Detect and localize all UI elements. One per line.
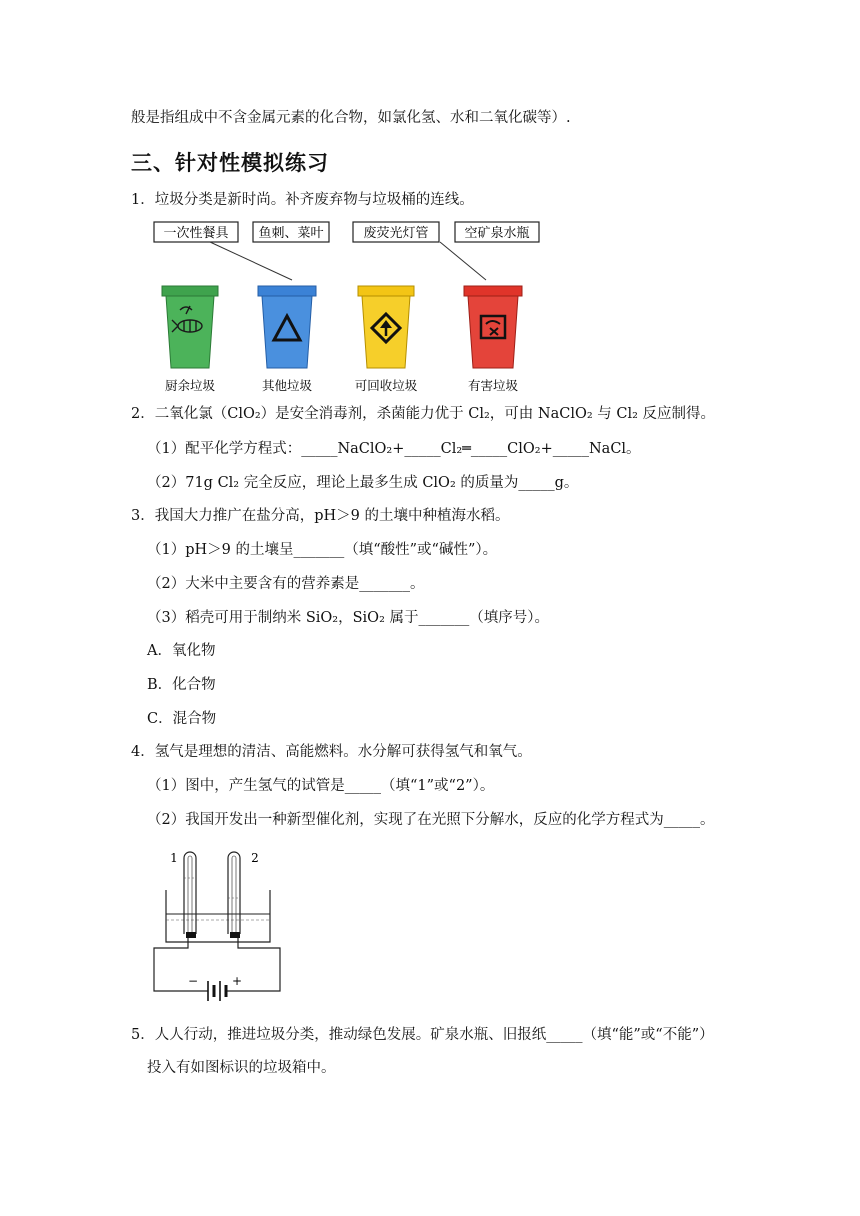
waste-item-label: 一次性餐具 (163, 226, 229, 241)
bin-kitchen-waste (162, 286, 218, 393)
waste-item-box (253, 222, 329, 242)
electrode-2 (230, 932, 240, 938)
q5-line1: 5．人人行动，推进垃圾分类，推动绿色发展。矿泉水瓶、旧报纸_____（填“能”或“不能”） (131, 1027, 714, 1043)
tube-label-1: 1 (170, 851, 178, 865)
q3-part3: （3）稻壳可用于制纳米 SiO₂，SiO₂ 属于_______（填序号）。 (147, 610, 549, 626)
positive-terminal-label: + (232, 974, 243, 988)
test-tube-1 (184, 852, 196, 934)
q5-line2: 投入有如图标识的垃圾箱中。 (147, 1060, 336, 1076)
q2-part1: （1）配平化学方程式：_____NaClO₂+_____Cl₂═_____ClO₂+_____NaCl。 (147, 441, 641, 457)
connection-line (440, 242, 486, 280)
connection-line (210, 242, 292, 280)
electrode-1 (186, 932, 196, 938)
section-heading: 三、针对性模拟练习 (131, 151, 329, 175)
waste-item-box (455, 222, 539, 242)
q3-option-c: C．混合物 (147, 711, 217, 727)
q3-option-a: A．氧化物 (147, 643, 216, 659)
q3-option-b: B．化合物 (147, 677, 216, 693)
q1-text: 1．垃圾分类是新时尚。补齐废弃物与垃圾桶的连线。 (131, 192, 474, 208)
waste-item-box (154, 222, 238, 242)
waste-item-box (353, 222, 439, 242)
waste-item-label: 鱼刺、菜叶 (258, 226, 324, 241)
test-tube-2 (228, 852, 240, 934)
q4-part1: （1）图中，产生氢气的试管是_____（填“1”或“2”）。 (147, 778, 495, 794)
q4-text: 4．氢气是理想的清洁、高能燃料。水分解可获得氢气和氧气。 (131, 744, 532, 760)
q2-part2: （2）71g Cl₂ 完全反应，理论上最多生成 ClO₂ 的质量为_____g。 (147, 475, 579, 491)
bin-hazardous (464, 286, 522, 393)
q3-part1: （1）pH＞9 的土壤呈_______（填“酸性”或“碱性”）。 (147, 542, 498, 558)
tube-label-2: 2 (251, 851, 259, 865)
bin-label: 其他垃圾 (261, 378, 313, 393)
q2-text: 2．二氧化氯（ClO₂）是安全消毒剂，杀菌能力优于 Cl₂，可由 NaClO₂ 与 Cl₂ 反应制得。 (131, 406, 716, 422)
water-trough (166, 890, 270, 942)
waste-item-label: 空矿泉水瓶 (464, 226, 530, 241)
negative-terminal-label: − (188, 974, 199, 988)
battery-icon (208, 981, 226, 1001)
electrolysis-apparatus-figure (148, 844, 288, 1004)
bin-other-waste (258, 286, 316, 393)
waste-item-label: 废荧光灯管 (363, 226, 429, 241)
q3-part2: （2）大米中主要含有的营养素是_______。 (147, 576, 425, 592)
q3-text: 3．我国大力推广在盐分高，pH＞9 的土壤中种植海水稻。 (131, 508, 510, 524)
intro-tail-text: 般是指组成中不含金属元素的化合物，如氯化氢、水和二氧化碳等）. (131, 110, 571, 126)
bin-recyclable (355, 286, 418, 393)
q4-part2: （2）我国开发出一种新型催化剂，实现了在光照下分解水，反应的化学方程式为_____。 (147, 812, 715, 828)
bin-label: 可回收垃圾 (354, 378, 418, 393)
bin-label: 厨余垃圾 (164, 378, 216, 393)
bin-label: 有害垃圾 (467, 378, 519, 393)
wire-left (154, 938, 208, 991)
waste-sorting-figure (150, 218, 550, 398)
